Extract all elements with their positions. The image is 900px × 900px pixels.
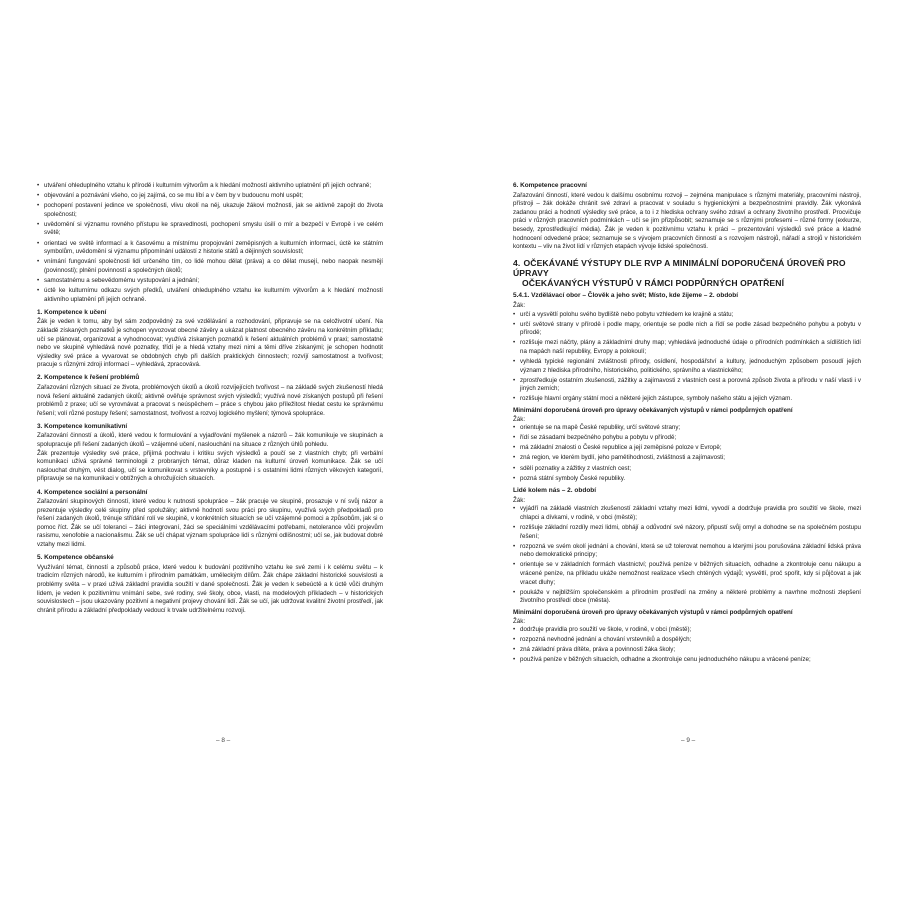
competence-text: Zařazování činností, které vedou k dalšímu osobnímu rozvoji – zejména manipulace s různými materiály, pracovními nástroji, přístroji – žák dokáže chránit své zdraví a pracovat v souladu s hygienickými a bezpečnostními pravidly. Žák vykonává zadanou práci a hodnotí výsledky své práce, a to i z hlediska ochrany svého zdraví a ochrany životního prostředí. Procvičuje práci v různých pracovních podmínkách – učí se jim přizpůsobit; seznamuje se s různými profesemi – různé formy (exkurze, besedy, zprostředkující média). Žák je veden k pozitivnímu vztahu k práci – prezentování výsledků své práce a kladné hodnocení odvedené práce; seznamuje se s vývojem pracovních činností a s rozvojem nástrojů, nářadí a strojů v historickém kontextu – vliv na život lidí v různých etapách vývoje lidské společnosti. (513, 191, 861, 251)
list-item: • zná základní práva dítěte, práva a povinnosti žáka školy; (513, 646, 861, 655)
list-item: • orientuje se na mapě České republiky, určí světové strany; (513, 424, 861, 433)
list-item: • úctě ke kulturnímu odkazu svých předků, utváření ohleduplného vztahu ke kulturním výtvorům a k hledání možností aktivního uplatnění při jejich ochraně. (37, 287, 383, 304)
list-item: • používá peníze v běžných situacích, odhadne a zkontroluje cenu jednoduchého nákupu a vrácené peníze; (513, 656, 861, 665)
pupil-label: Žák: (513, 617, 526, 625)
list-item: • určí a vysvětlí polohu svého bydliště nebo pobytu vzhledem ke krajině a státu; (513, 311, 861, 320)
competence-heading: 3. Kompetence komunikativní (37, 422, 128, 430)
page-number: – 8 – (216, 737, 231, 744)
list-item: • vnímání fungování společnosti lidí určeného tím, co lidé mohou dělat (práva) a co dělat musejí, nebo naopak nesmějí (povinnosti); plnění povinností a společných úkolů; (37, 258, 383, 275)
list-item: • uvědomění si významu rovného přístupu ke spravedlnosti, pochopení smyslu úsilí o mír a bezpečí v Evropě i ve celém světě; (37, 221, 383, 238)
subsection-heading: 5.4.1. Vzdělávací obor – Člověk a jeho svět; Místo, kde žijeme – 2. období (513, 292, 739, 300)
competence-heading: 6. Kompetence pracovní (513, 182, 587, 189)
list-item: • objevování a poznávání všeho, co jej zajímá, co se mu líbí a v čem by v budoucnu mohl uspět; (37, 192, 383, 201)
list-item: • rozlišuje mezi náčrty, plány a základními druhy map; vyhledává jednoduché údaje o přírodních podmínkách a sídlištích lidí na mapách naší republiky, Evropy a polokoulí; (513, 339, 861, 356)
list-item: • rozpozná nevhodné jednání a chování vrstevníků a dospělých; (513, 636, 861, 645)
people-minimum-list (513, 626, 861, 665)
minimum-level-heading: Minimální doporučená úroveň pro úpravy očekávaných výstupů v rámci podpůrných opatření (513, 608, 793, 616)
competence-heading: 2. Kompetence k řešení problémů (37, 374, 140, 382)
pupil-label: Žák: (513, 496, 526, 504)
outcomes-list (513, 311, 861, 404)
list-item: • sdělí poznatky a zážitky z vlastních cest; (513, 465, 861, 474)
right-page (513, 182, 861, 667)
list-item: • zná region, ve kterém bydlí, jeho pamětihodnosti, zvláštnosti a zajímavosti; (513, 454, 861, 463)
minimum-level-heading: Minimální doporučená úroveň pro úpravy očekávaných výstupů v rámci podpůrných opatření (513, 406, 793, 414)
competence-text: Zařazování různých situací ze života, problémových úkolů a úkolů rozvíjejících tvořivost – na základě svých zkušeností hledá nová řešení aktuálně zadaných úkolů; aktivně ověřuje správnost svých výsledků; využívá nové získaných postupů při řešení problémů z praxe; učí se vyrovnávat a pracovat s neúspěchem – práce s chybou jako příležitost hledat cestu ke správnému řešení; volí různé postupy řešení; samostatnost, tvořivost a rozvoj logického myšlení; týmová spolupráce. (37, 383, 383, 417)
list-item: • vyjádří na základě vlastních zkušeností základní vztahy mezi lidmi, vyvodí a dodržuje pravidla pro soužití ve škole, mezi chlapci a dívkami, v rodině, v obci (městě); (513, 505, 861, 522)
list-item: • orientuje se v základních formách vlastnictví; používá peníze v běžných situacích, odhadne a zkontroluje cenu nákupu a vrácené peníze, na příkladu ukáže nemožnost realizace všech chtěných výdajů; vysvětlí, proč spořit, kdy si půjčovat a jak vracet dluhy; (513, 561, 861, 587)
list-item: • pochopení postavení jedince ve společnosti, vlivu okolí na něj, ukazuje žákovi možnosti, jak se aktivně zapojit do života společnosti; (37, 202, 383, 219)
list-item: • dodržuje pravidla pro soužití ve škole, v rodině, v obci (městě); (513, 626, 861, 635)
list-item: • orientaci ve světě informací a k časovému a místnímu propojování zeměpisných a kulturních informací, úctě ke státním symbolům, uvědomění si významu připomínání událostí z historie států a dějinných souvislostí; (37, 240, 383, 257)
list-item: • má základní znalosti o České republice a její zeměpisné poloze v Evropě; (513, 444, 861, 453)
pupil-label: Žák: (513, 301, 526, 309)
competence-text: Využívání témat, činností a způsobů práce, které vedou k budování pozitivního vztahu ke své zemi i k celému světu – k tradicím různých národů, ke kulturním i přírodním památkám, uměleckým dílům. Žák chápe základní historické souvislosti a problémy světa – v praxi užívá základní pravidla soužití v dané společnosti. Žák je veden k sebeúctě a k úctě vůči druhým lidem, je veden k pozitivnímu vnímání sebe, své rodiny, své školy, obce, vlasti, na modelových příkladech – v historických souvislostech – jsou ukazovány pozitivní a negativní projevy chování lidí. Žák se učí, jak udržovat kvalitní životní prostředí, jak chránit přírodu a základní předpoklady vedoucí k trvale udržitelnému rozvoji. (37, 563, 383, 614)
competence-text: Zařazování skupinových činností, které vedou k nutnosti spolupráce – žák pracuje ve skupině, prosazuje v ní svůj názor a prezentuje výsledky celé skupiny před spolužáky; aktivně hodnotí svou práci pro skupinu, využívá svých předpokladů pro řešení zadaných úkolů, trénuje střídání rolí ve skupině, v konkrétních situacích se učí vzájemné pomoci a způsobům, jak si o pomoc říct. Žák se učí toleranci – žáci integrovaní, žáci se speciálními vzdělávacími potřebami, netolerance vůči projevům rasismu, xenofobie a nacionalismu. Žák se učí chápat význam spolupráce lidí s různými odlišnostmi; učí se, jak budovat dobré vztahy mezi lidmi. (37, 498, 383, 549)
minimum-outcomes-list (513, 424, 861, 483)
competence-text: Zařazování činností a úkolů, které vedou k formulování a vyjadřování myšlenek a názorů – žák komunikuje ve skupinách a spolupracuje při řešení zadaných úkolů – vzájemné učení, naslouchání na situace z různých úhlů pohledu. (37, 432, 383, 449)
list-item: • samostatnému a sebevědomému vystupování a jednání; (37, 277, 383, 286)
list-item: • určí světové strany v přírodě i podle mapy, orientuje se podle nich a řídí se podle zásad bezpečného pohybu a pobytu v přírodě; (513, 321, 861, 338)
list-item: • rozlišuje základní rozdíly mezi lidmi, obhájí a odůvodní své názory, připustí svůj omyl a dohodne se na společném postupu řešení; (513, 524, 861, 541)
list-item: • zprostředkuje ostatním zkušenosti, zážitky a zajímavosti z vlastních cest a porovná způsob života a přírodu v naší vlasti i v jiných zemích; (513, 377, 861, 394)
left-page (37, 182, 383, 615)
section-title-line2: OČEKÁVANÝCH VÝSTUPŮ V RÁMCI PODPŮRNÝCH OPATŘENÍ (522, 278, 785, 289)
list-item: • rozpozná ve svém okolí jednání a chování, která se už tolerovat nemohou a kterými jsou porušována základní lidská práva nebo demokratické principy; (513, 543, 861, 560)
pupil-label: Žák: (513, 415, 526, 423)
list-item: • pozná státní symboly České republiky. (513, 475, 861, 484)
list-item: • poukáže v nejbližším společenském a přírodním prostředí na změny a některé problémy a navrhne možnosti zlepšení životního prostředí obce (města). (513, 589, 861, 606)
list-item: • vyhledá typické regionální zvláštnosti přírody, osídlení, hospodářství a kultury, jednoduchým způsobem posoudí jejich význam z hlediska přírodního, historického, politického, správního a vlastnického; (513, 358, 861, 375)
list-item: • utváření ohleduplného vztahu k přírodě i kulturním výtvorům a k hledání možností aktivního uplatnění při jejich ochraně; (37, 182, 383, 191)
competence-text: Žák je veden k tomu, aby byl sám zodpovědný za své vzdělávání a rozhodování, připravuje se na celoživotní učení. Na základě získaných poznatků je schopen vyvozovat obecné závěry a ukázat platnost obecného závěru na konkrétním příkladu; učí se plánovat, organizovat a vyhodnocovat; využívá získaných poznatků k řešení aktuálních problémů v praxi; samostatně nebo ve skupině vyhledává nové poznatky, třídí je a hledá vztahy mezi nimi a těmi dříve získanými; je schopen hodnotit výsledky své práce a vyvarovat se obdobných chyb při dalších praktických činnostech; rozvíjí samostatnost a tvořivost; pracuje s různými zdroji informací – vyhledává, zpracovává. (37, 318, 383, 369)
page-number: – 9 – (681, 737, 696, 744)
list-item: • řídí se zásadami bezpečného pohybu a pobytu v přírodě; (513, 434, 861, 443)
list-item: • rozlišuje hlavní orgány státní moci a některé jejich zástupce, symboly našeho státu a jejich význam. (513, 395, 861, 404)
competence-text: Žák prezentuje výsledky své práce, přijímá pochvalu i kritiku svých výsledků a poučí se z vlastních chyb; při verbální komunikaci užívá správné terminologii z probraných témat, důraz kladen na kulturní úroveň komunikace. Žák se učí naslouchat druhým, vést dialog, učí se komunikovat s vrstevníky a postupně i s ostatními lidmi různých věkových kategorií, připravuje se na komunikaci v obtížných a ohrožujících situacích. (37, 449, 383, 483)
section-number: 4. (513, 257, 521, 268)
competence-heading: 1. Kompetence k učení (37, 308, 107, 316)
section-title-line1: OČEKÁVANÉ VÝSTUPY DLE RVP A MINIMÁLNÍ DOPORUČENÁ ÚROVEŇ PRO ÚPRAVY (513, 257, 846, 278)
competence-heading: 4. Kompetence sociální a personální (37, 488, 148, 496)
people-heading: Lidé kolem nás – 2. období (513, 487, 597, 495)
competence-heading: 5. Kompetence občanské (37, 554, 114, 562)
section-heading (513, 258, 861, 289)
intro-bullet-list (37, 182, 383, 304)
people-outcomes-list (513, 505, 861, 606)
